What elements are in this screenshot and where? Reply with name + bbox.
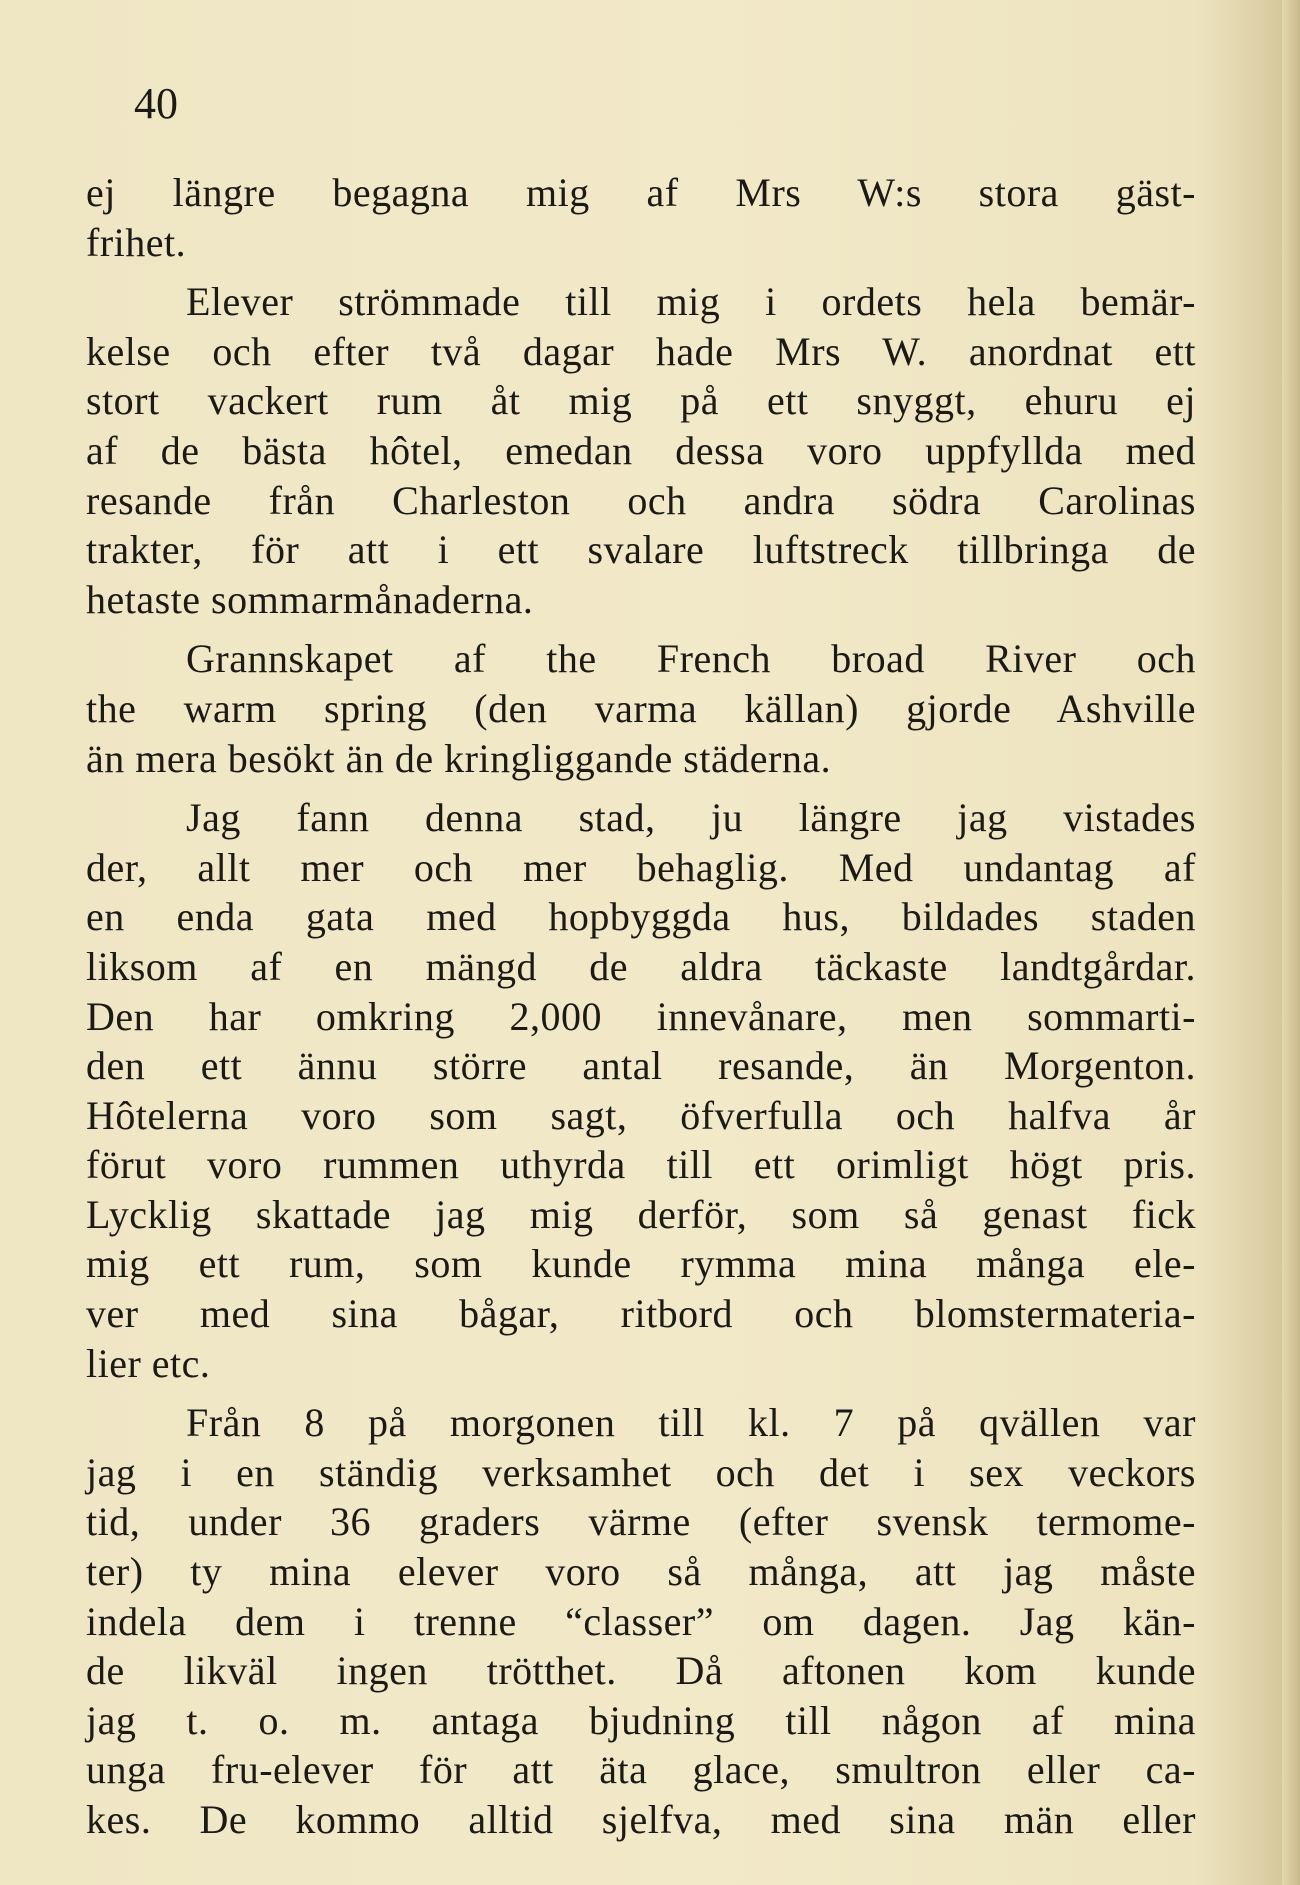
- body-text: [86, 168, 1196, 1845]
- text-line: Den har omkring 2,000 innevånare, men sommarti-: [86, 993, 1196, 1039]
- text-line: ter) ty mina elever voro så många, att jag måste: [86, 1549, 1196, 1595]
- text-line: der, allt mer och mer behaglig. Med undantag af: [86, 844, 1196, 890]
- text-line: af de bästa hôtel, emedan dessa voro uppfyllda med: [86, 427, 1196, 473]
- text-line: Från 8 på morgonen till kl. 7 på qvällen var: [186, 1400, 1196, 1446]
- paragraph: [86, 634, 1196, 783]
- paragraph: [86, 168, 1196, 267]
- text-line: trakter, för att i ett svalare luftstreck tillbringa de: [86, 527, 1196, 573]
- paragraph: [86, 277, 1196, 624]
- text-line: tid, under 36 graders värme (efter svensk termome-: [86, 1499, 1196, 1545]
- text-line: förut voro rummen uthyrda till ett orimligt högt pris.: [86, 1142, 1196, 1188]
- text-line: stort vackert rum åt mig på ett snyggt, ehuru ej: [86, 378, 1196, 424]
- text-line: liksom af en mängd de aldra täckaste landtgårdar.: [86, 943, 1196, 989]
- text-line: frihet.: [86, 219, 187, 265]
- text-line: lier etc.: [86, 1340, 211, 1386]
- text-line: en enda gata med hopbyggda hus, bildades staden: [86, 894, 1196, 940]
- text-line: jag t. o. m. antaga bjudning till någon af mina: [86, 1697, 1196, 1743]
- text-line: jag i en ständig verksamhet och det i sex veckors: [86, 1449, 1196, 1495]
- page-edge: [1282, 0, 1300, 1885]
- text-line: den ett ännu större antal resande, än Morgenton.: [86, 1043, 1196, 1089]
- text-line: hetaste sommarmånaderna.: [86, 576, 534, 622]
- text-line: Jag fann denna stad, ju längre jag vistades: [186, 795, 1196, 841]
- text-line: de likväl ingen trötthet. Då aftonen kom kunde: [86, 1648, 1196, 1694]
- text-line: ej längre begagna mig af Mrs W:s stora gäst-: [86, 170, 1196, 215]
- text-line: unga fru-elever för att äta glace, smultron eller ca-: [86, 1747, 1196, 1793]
- paragraph: [86, 793, 1196, 1388]
- text-line: resande från Charleston och andra södra Carolinas: [86, 477, 1196, 523]
- text-line: Grannskapet af the French broad River och: [186, 636, 1196, 682]
- text-line: mig ett rum, som kunde rymma mina många ele-: [86, 1241, 1196, 1287]
- page-number: 40: [134, 79, 178, 128]
- text-line: indela dem i trenne “classer” om dagen. Jag kän-: [86, 1598, 1196, 1644]
- text-line: ver med sina bågar, ritbord och blomstermateria-: [86, 1291, 1196, 1337]
- text-line: Elever strömmade till mig i ordets hela bemär-: [186, 279, 1196, 325]
- text-line: the warm spring (den varma källan) gjorde Ashville: [86, 685, 1196, 731]
- text-line: kes. De kommo alltid sjelfva, med sina män eller: [86, 1797, 1196, 1842]
- text-line: Hôtelerna voro som sagt, öfverfulla och halfva år: [86, 1092, 1196, 1138]
- text-line: än mera besökt än de kringliggande städerna.: [86, 735, 832, 781]
- text-line: Lycklig skattade jag mig derför, som så genast fick: [86, 1191, 1196, 1237]
- paragraph: [86, 1398, 1196, 1844]
- text-line: kelse och efter två dagar hade Mrs W. anordnat ett: [86, 328, 1196, 374]
